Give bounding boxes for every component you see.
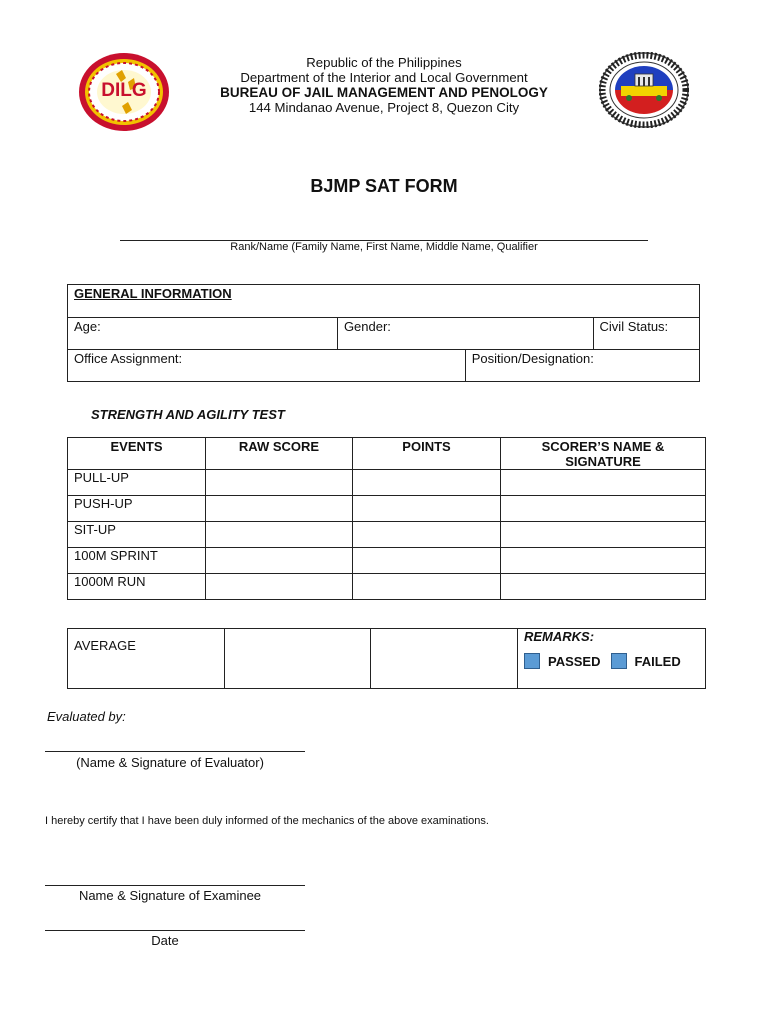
remarks-cell (518, 629, 706, 689)
position-designation-field[interactable] (465, 350, 699, 382)
date-caption: Date (151, 933, 179, 948)
passed-label: PASSED (548, 653, 601, 669)
age-label: Age: (74, 319, 101, 334)
sat-table (67, 437, 706, 600)
age-field[interactable] (68, 318, 338, 350)
passed-checkbox[interactable] (524, 653, 540, 669)
evaluator-caption: (Name & Signature of Evaluator) (76, 755, 264, 770)
points-cell[interactable] (353, 522, 501, 548)
header-address: 144 Mindanao Avenue, Project 8, Quezon City (248, 100, 520, 115)
evaluator-signature-line[interactable] (45, 751, 305, 752)
table-row (68, 522, 706, 548)
col-events: EVENTS (68, 438, 206, 470)
examinee-caption: Name & Signature of Examinee (78, 888, 262, 903)
average-points-cell[interactable] (371, 629, 518, 689)
form-title: BJMP SAT FORM (310, 176, 458, 196)
general-information-heading-text: GENERAL INFORMATION (74, 286, 232, 301)
scorer-signature-cell[interactable] (501, 496, 706, 522)
general-information-heading (68, 285, 700, 318)
event-name: 100M SPRINT (68, 548, 206, 574)
table-row (68, 470, 706, 496)
event-name: SIT-UP (68, 522, 206, 548)
points-cell[interactable] (353, 496, 501, 522)
raw-score-cell[interactable] (206, 496, 353, 522)
sat-title: STRENGTH AND AGILITY TEST (91, 407, 285, 422)
raw-score-cell[interactable] (206, 470, 353, 496)
failed-option[interactable] (611, 653, 681, 669)
raw-score-cell[interactable] (206, 574, 353, 600)
average-table (67, 628, 706, 689)
col-points: POINTS (353, 438, 501, 470)
remarks-label: REMARKS: (524, 629, 595, 644)
raw-score-cell[interactable] (206, 522, 353, 548)
header-republic: Republic of the Philippines (306, 55, 462, 70)
rank-name-caption: Rank/Name (Family Name, First Name, Middle Name, Qualifier (230, 241, 538, 253)
col-raw-score: RAW SCORE (206, 438, 353, 470)
office-assignment-label: Office Assignment: (74, 351, 183, 366)
header-bureau: BUREAU OF JAIL MANAGEMENT AND PENOLOGY (220, 85, 548, 100)
header-department: Department of the Interior and Local Government (240, 70, 528, 85)
scorer-signature-cell[interactable] (501, 548, 706, 574)
failed-label: FAILED (634, 653, 681, 669)
civil-status-field[interactable] (593, 318, 699, 350)
table-row (68, 548, 706, 574)
points-cell[interactable] (353, 548, 501, 574)
scorer-signature-cell[interactable] (501, 522, 706, 548)
certify-statement: I hereby certify that I have been duly informed of the mechanics of the above examinations. (45, 815, 489, 827)
civil-status-label: Civil Status: (599, 319, 669, 334)
points-cell[interactable] (353, 470, 501, 496)
examinee-signature-line[interactable] (45, 885, 305, 886)
raw-score-cell[interactable] (206, 548, 353, 574)
event-name: PULL-UP (68, 470, 206, 496)
general-information-table (67, 284, 700, 382)
table-row (68, 496, 706, 522)
scorer-signature-cell[interactable] (501, 574, 706, 600)
date-line[interactable] (45, 930, 305, 931)
points-cell[interactable] (353, 574, 501, 600)
evaluated-by-label: Evaluated by: (47, 709, 126, 724)
event-name: 1000M RUN (68, 574, 206, 600)
office-assignment-field[interactable] (68, 350, 466, 382)
position-designation-label: Position/Designation: (471, 351, 594, 366)
col-scorer-signature: SCORER’S NAME & SIGNATURE (501, 438, 706, 470)
gender-field[interactable] (337, 318, 593, 350)
failed-checkbox[interactable] (611, 653, 627, 669)
dilg-logo-text: DILG (101, 80, 147, 101)
event-name: PUSH-UP (68, 496, 206, 522)
table-row (68, 574, 706, 600)
passed-option[interactable] (524, 653, 601, 669)
average-label: AVERAGE (68, 629, 225, 689)
scorer-signature-cell[interactable] (501, 470, 706, 496)
gender-label: Gender: (343, 319, 391, 334)
average-raw-score-cell[interactable] (225, 629, 371, 689)
